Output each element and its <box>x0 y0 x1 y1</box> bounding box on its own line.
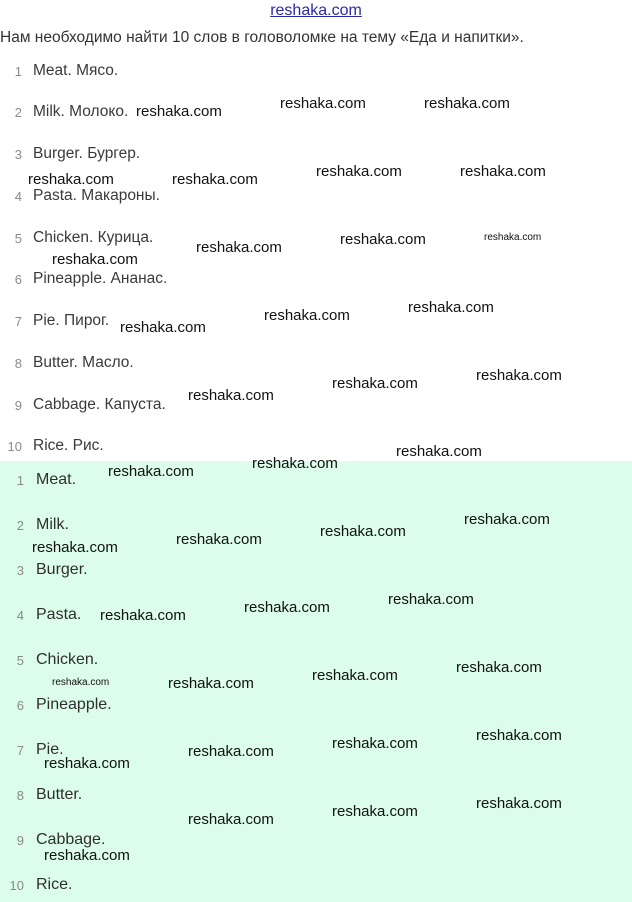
answer-item-number: 10 <box>9 877 24 893</box>
list-item-number: 10 <box>7 438 22 454</box>
watermark: reshaka.com <box>168 675 254 692</box>
watermark: reshaka.com <box>32 539 118 556</box>
watermark: reshaka.com <box>44 755 130 772</box>
answer-item-text: Pineapple. <box>36 696 112 713</box>
answer-item-number: 7 <box>16 742 24 758</box>
list-item-number: 5 <box>14 230 22 246</box>
list-item <box>0 267 167 291</box>
list-item-text: Pineapple. Ананас. <box>33 270 168 287</box>
watermark: reshaka.com <box>456 659 542 676</box>
answer-item <box>0 693 112 717</box>
list-item-text: Butter. Масло. <box>33 354 134 371</box>
list-item <box>0 100 128 124</box>
watermark: reshaka.com <box>464 511 550 528</box>
answer-item-number: 4 <box>16 607 24 623</box>
watermark: reshaka.com <box>424 95 510 112</box>
list-item-text: Rice. Рис. <box>33 437 104 454</box>
watermark: reshaka.com <box>320 523 406 540</box>
watermark: reshaka.com <box>460 163 546 180</box>
list-item-number: 2 <box>14 104 22 120</box>
list-item <box>0 59 118 83</box>
watermark: reshaka.com <box>476 795 562 812</box>
list-item-text: Meat. Мясо. <box>33 62 119 79</box>
answer-item <box>0 873 72 897</box>
list-item-number: 7 <box>14 313 22 329</box>
watermark: reshaka.com <box>44 847 130 864</box>
site-link[interactable]: reshaka.com <box>270 2 362 19</box>
task-text: Нам необходимо найти 10 слов в головоломке на тему «Еда и напитки». <box>0 29 524 46</box>
list-item-text: Pie. Пирог. <box>33 312 110 329</box>
list-item-text: Chicken. Курица. <box>33 229 154 246</box>
watermark: reshaka.com <box>176 531 262 548</box>
answer-item <box>0 783 82 807</box>
watermark: reshaka.com <box>188 743 274 760</box>
watermark: reshaka.com <box>476 367 562 384</box>
answer-item-number: 6 <box>16 697 24 713</box>
watermark: reshaka.com <box>100 607 186 624</box>
answer-item-text: Cabbage. <box>36 831 106 848</box>
watermark: reshaka.com <box>280 95 366 112</box>
watermark: reshaka.com <box>172 171 258 188</box>
list-item-text: Milk. Молоко. <box>33 103 129 120</box>
watermark: reshaka.com <box>52 251 138 268</box>
watermark: reshaka.com <box>388 591 474 608</box>
answer-item-text: Butter. <box>36 786 83 803</box>
watermark: reshaka.com <box>188 811 274 828</box>
list-item <box>0 434 104 458</box>
answer-item <box>0 648 98 672</box>
list-item-number: 3 <box>14 146 22 162</box>
watermark: reshaka.com <box>188 387 274 404</box>
watermark: reshaka.com <box>120 319 206 336</box>
list-item-number: 6 <box>14 271 22 287</box>
answer-item-text: Chicken. <box>36 651 99 668</box>
list-item-text: Burger. Бургер. <box>33 145 141 162</box>
list-item-number: 1 <box>14 63 22 79</box>
answer-item-number: 2 <box>16 517 24 533</box>
watermark: reshaka.com <box>264 307 350 324</box>
answer-item-text: Meat. <box>36 471 77 488</box>
list-item-number: 9 <box>14 397 22 413</box>
watermark: reshaka.com <box>484 232 542 243</box>
watermark: reshaka.com <box>340 231 426 248</box>
list-item <box>0 226 153 250</box>
watermark: reshaka.com <box>28 171 114 188</box>
list-item-number: 8 <box>14 355 22 371</box>
answer-item-number: 5 <box>16 652 24 668</box>
watermark: reshaka.com <box>332 803 418 820</box>
watermark: reshaka.com <box>316 163 402 180</box>
watermark: reshaka.com <box>396 443 482 460</box>
answer-item-number: 8 <box>16 787 24 803</box>
answer-item-text: Pasta. <box>36 606 82 623</box>
watermark: reshaka.com <box>476 727 562 744</box>
answer-item <box>0 603 81 627</box>
answer-item <box>0 468 76 492</box>
list-item <box>0 351 134 375</box>
answer-item-text: Rice. <box>36 876 73 893</box>
answer-item-number: 9 <box>16 832 24 848</box>
list-item <box>0 142 140 166</box>
watermark: reshaka.com <box>136 103 222 120</box>
watermark: reshaka.com <box>332 375 418 392</box>
watermark: reshaka.com <box>108 463 194 480</box>
answer-item-text: Burger. <box>36 561 88 578</box>
answer-item-number: 1 <box>16 472 24 488</box>
answer-item-text: Pie. <box>36 741 64 758</box>
answer-item-number: 3 <box>16 562 24 578</box>
list-item-text: Cabbage. Капуста. <box>33 396 166 413</box>
watermark: reshaka.com <box>408 299 494 316</box>
list-item <box>0 393 166 417</box>
watermark: reshaka.com <box>196 239 282 256</box>
list-item-text: Pasta. Макароны. <box>33 187 160 204</box>
answer-item-text: Milk. <box>36 516 69 533</box>
answer-item <box>0 558 88 582</box>
watermark: reshaka.com <box>312 667 398 684</box>
watermark: reshaka.com <box>52 677 110 688</box>
watermark: reshaka.com <box>252 455 338 472</box>
list-item <box>0 309 109 333</box>
watermark: reshaka.com <box>332 735 418 752</box>
watermark: reshaka.com <box>244 599 330 616</box>
answer-item <box>0 513 69 537</box>
list-item-number: 4 <box>14 188 22 204</box>
